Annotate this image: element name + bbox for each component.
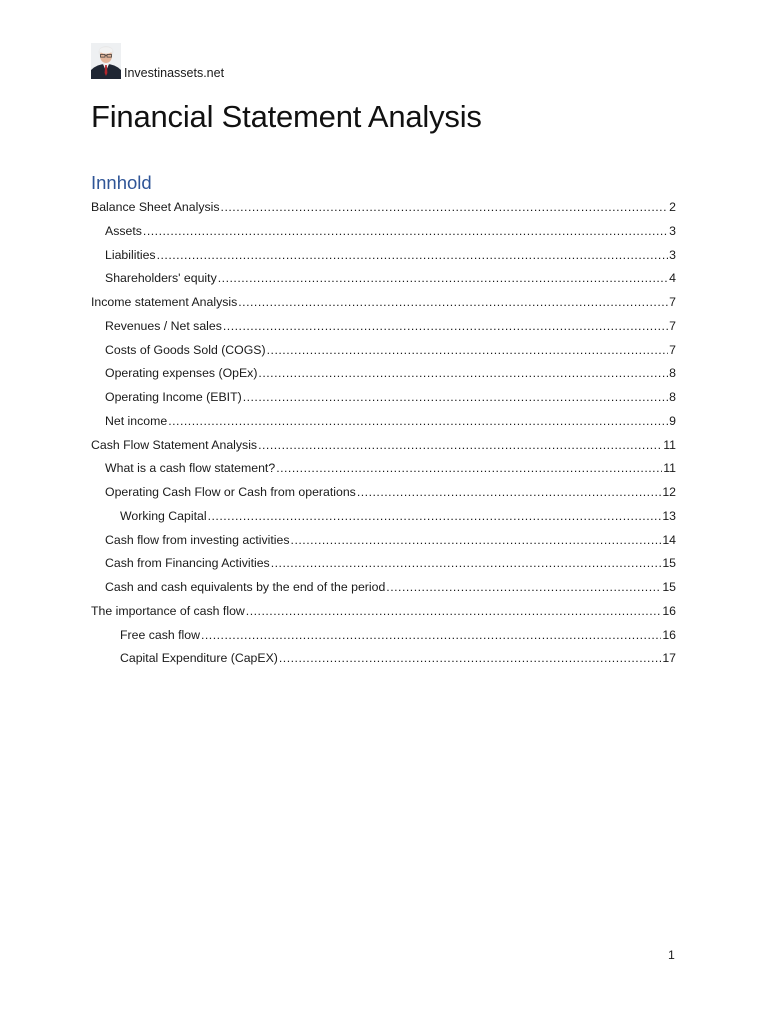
toc-entry-text: Operating Income (EBIT) [105,390,242,404]
toc-entry-text: Cash from Financing Activities [105,556,270,571]
toc-entry[interactable] [105,269,676,287]
toc-entry-page: 11 [663,461,676,476]
toc-entry-text: Cash flow from investing activities [105,532,290,547]
toc-dot-leader [168,412,668,430]
toc-entry-text: Liabilities [105,247,156,262]
toc-dot-leader [386,578,661,596]
toc-entry[interactable] [120,507,676,525]
toc-dot-leader [271,554,662,572]
toc-entry-text: Free cash flow [120,627,200,642]
toc-entry-text: Cash and cash equivalents by the end of the period [105,580,386,594]
toc-entry-page: 8 [669,390,676,404]
toc-dot-leader [223,317,668,335]
toc-dot-leader [246,602,662,620]
toc-entry-text: Working Capital [120,508,207,523]
toc-dot-leader [258,364,668,382]
toc-entry[interactable] [105,412,676,430]
toc-entry-page: 3 [669,247,676,262]
toc-entry[interactable] [105,364,676,382]
toc-entry[interactable] [105,317,676,335]
toc-entry-page: 7 [669,295,676,309]
toc-entry-text: The importance of cash flow [91,603,245,618]
site-name: Investinassets.net [124,66,225,80]
toc-dot-leader [267,341,669,359]
site-header [91,43,224,79]
toc-entry[interactable] [91,436,676,454]
toc-heading: Innhold [91,172,152,193]
toc-entry-text: What is a cash flow statement? [105,461,276,476]
toc-entry[interactable] [105,459,676,477]
toc-entry[interactable] [91,293,676,311]
toc-entry-page: 4 [669,271,676,286]
toc-entry-page: 14 [662,532,676,547]
portrait-photo-icon [91,43,121,79]
toc-entry-page: 16 [662,603,676,618]
toc-entry[interactable] [105,388,676,406]
toc-entry-page: 9 [669,413,676,428]
toc-dot-leader [238,293,668,311]
toc-entry[interactable] [105,483,676,501]
toc-dot-leader [243,388,668,406]
toc-dot-leader [201,626,661,644]
toc-entry-page: 15 [662,580,676,594]
toc-entry-text: Capital Expenditure (CapEX) [120,651,278,666]
toc-entry[interactable] [91,198,676,216]
toc-dot-leader [221,198,669,216]
toc-entry-text: Operating expenses (OpEx) [105,366,258,381]
toc-entry-text: Cash Flow Statement Analysis [91,437,258,452]
toc-entry-page: 13 [662,508,676,523]
toc-entry-page: 12 [662,485,676,499]
toc-entry-text: Income statement Analysis [91,295,238,309]
document-title: Financial Statement Analysis [91,99,482,134]
toc-entry-page: 16 [662,627,676,642]
toc-entry-text: Operating Cash Flow or Cash from operations [105,485,356,499]
toc-entry-page: 8 [669,366,676,381]
toc-entry[interactable] [105,341,676,359]
toc-entry-page: 17 [662,651,676,666]
toc-dot-leader [258,436,662,454]
toc-entry[interactable] [105,246,676,264]
toc-entry-text: Net income [105,413,168,428]
toc-dot-leader [218,269,668,287]
toc-entry[interactable] [105,554,676,572]
toc-entry[interactable] [105,222,676,240]
page-number: 1 [668,948,675,962]
toc-entry-text: Shareholders' equity [105,271,217,286]
toc-entry-text: Costs of Goods Sold (COGS) [105,342,266,357]
toc-dot-leader [208,507,662,525]
toc-entry-page: 15 [662,556,676,571]
toc-entry-page: 7 [669,318,676,333]
toc-entry[interactable] [120,649,676,667]
toc-entry[interactable] [105,578,676,596]
toc-entry-text: Assets [105,223,142,238]
toc-dot-leader [279,649,661,667]
toc-dot-leader [157,246,669,264]
toc-entry[interactable] [91,602,676,620]
toc-entry-text: Balance Sheet Analysis [91,200,220,214]
toc-dot-leader [357,483,661,501]
toc-entry[interactable] [120,626,676,644]
toc-dot-leader [276,459,662,477]
toc-entry-page: 2 [669,200,676,214]
toc-entry[interactable] [105,531,676,549]
toc-entry-page: 7 [669,342,676,357]
toc-dot-leader [143,222,668,240]
toc-entry-page: 11 [663,437,676,452]
toc-entry-text: Revenues / Net sales [105,318,222,333]
toc-entry-page: 3 [669,223,676,238]
toc-dot-leader [291,531,662,549]
